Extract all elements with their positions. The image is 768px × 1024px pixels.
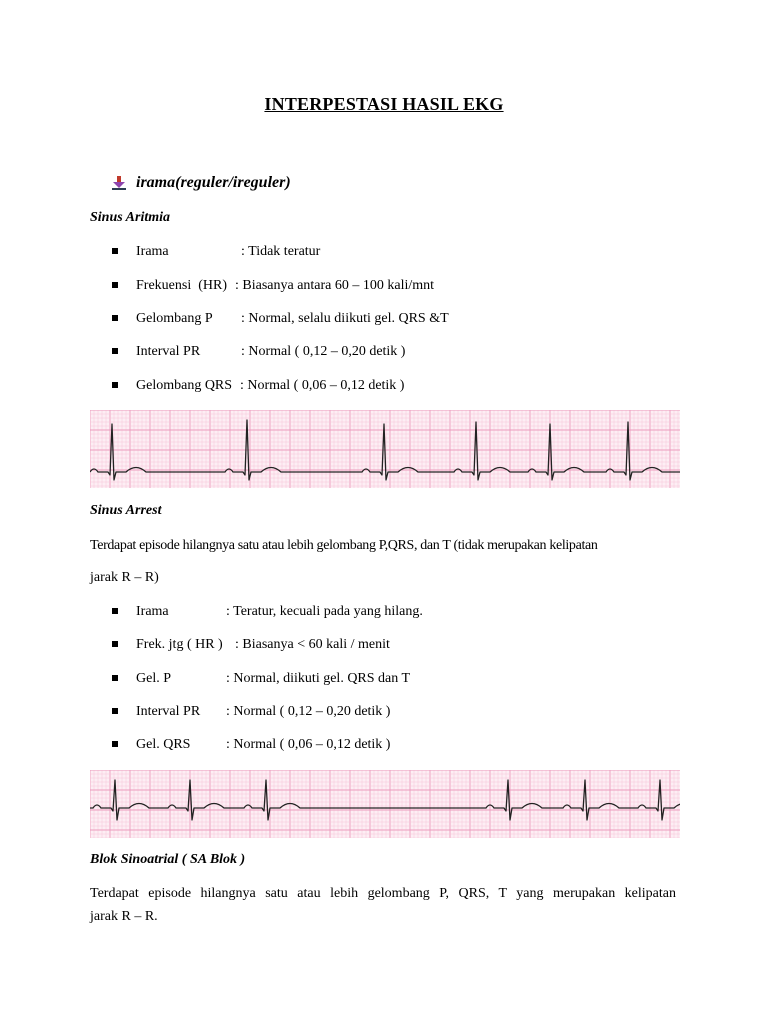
item-label: Interval PR [136, 344, 201, 359]
item-value: : Normal ( 0,12 – 0,20 detik ) [226, 704, 391, 719]
square-bullet-icon [112, 708, 118, 714]
item-label: Frek. jtg ( HR ) [136, 637, 223, 652]
item-value: : Tidak teratur [241, 244, 321, 259]
square-bullet-icon [112, 675, 118, 681]
item-value: : Normal ( 0,06 – 0,12 detik ) [226, 737, 391, 752]
square-bullet-icon [112, 248, 118, 254]
item-value: : Normal, selalu diikuti gel. QRS &T [241, 311, 449, 326]
item-label: Gelombang QRS [136, 378, 233, 393]
paragraph-line: jarak R – R. [90, 909, 158, 924]
page-title: INTERPESTASI HASIL EKG [264, 94, 504, 114]
main-bullet-text: irama(reguler/ireguler) [136, 174, 291, 191]
square-bullet-icon [112, 348, 118, 354]
item-value: : Normal, diikuti gel. QRS dan T [226, 671, 411, 686]
section-heading-sinus-arrest: Sinus Arrest [90, 503, 162, 518]
item-value: : Normal ( 0,12 – 0,20 detik ) [241, 344, 406, 359]
square-bullet-icon [112, 741, 118, 747]
square-bullet-icon [112, 282, 118, 288]
item-label: Irama [136, 244, 169, 259]
arrow-down-icon [112, 176, 126, 190]
ecg-strip-svg-sinus-aritmia [90, 410, 680, 488]
item-label: Interval PR [136, 704, 201, 719]
item-label: Frekuensi (HR) [136, 278, 227, 293]
square-bullet-icon [112, 382, 118, 388]
item-value: : Biasanya < 60 kali / menit [235, 637, 390, 652]
item-label: Gelombang P [136, 311, 213, 326]
item-label: Gel. QRS [136, 737, 191, 752]
square-bullet-icon [112, 641, 118, 647]
item-value: : Biasanya antara 60 – 100 kali/mnt [235, 278, 435, 293]
square-bullet-icon [112, 315, 118, 321]
ecg-background [90, 770, 680, 838]
item-value: : Teratur, kecuali pada yang hilang. [226, 604, 423, 619]
item-value: : Normal ( 0,06 – 0,12 detik ) [240, 378, 405, 393]
item-label: Gel. P [136, 671, 171, 686]
item-label: Irama [136, 604, 169, 619]
ecg-strip-svg-sinus-arrest [90, 770, 680, 838]
square-bullet-icon [112, 608, 118, 614]
section-heading-sa-blok: Blok Sinoatrial ( SA Blok ) [90, 852, 246, 867]
paragraph-line: jarak R – R) [90, 570, 159, 585]
main-bullet [112, 174, 291, 192]
section-heading-sinus-aritmia: Sinus Aritmia [90, 210, 171, 225]
paragraph-line: Terdapat episode hilangnya satu atau lebih gelombang P,QRS, dan T (tidak merupakan kelipatan [90, 538, 598, 553]
ecg-strip-sinus-aritmia [90, 410, 680, 488]
ecg-strip-sinus-arrest [90, 770, 680, 838]
paragraph-line: Terdapat episode hilangnya satu atau lebih gelombang P, QRS, T yang merupakan kelipatan [90, 886, 676, 901]
